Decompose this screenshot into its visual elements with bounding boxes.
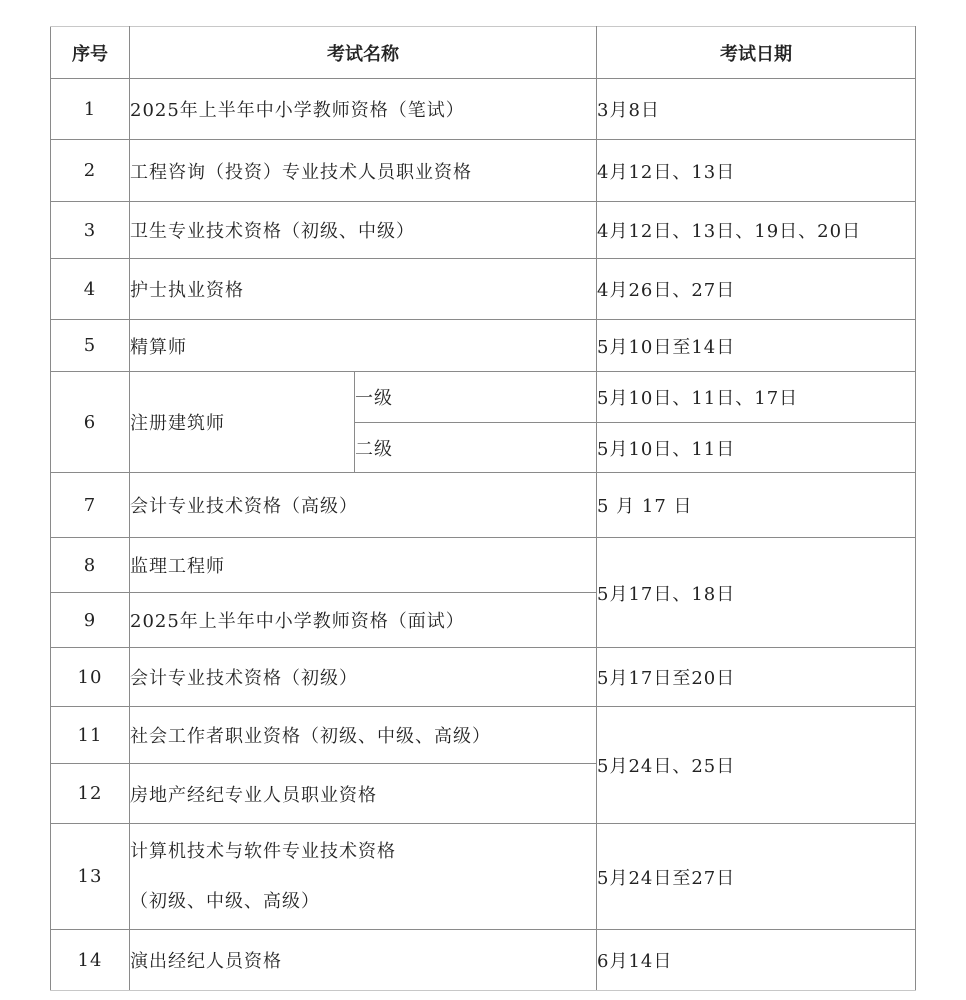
exam-name: 精算师: [130, 320, 597, 372]
exam-date-merged: 5月24日、25日: [597, 707, 916, 824]
exam-name-line1: 计算机技术与软件专业技术资格: [130, 840, 396, 862]
row-no: 10: [51, 648, 130, 707]
exam-date-merged: 5月17日、18日: [597, 538, 916, 648]
exam-name: 监理工程师: [130, 538, 597, 593]
table-header-row: [51, 27, 916, 79]
exam-name: 会计专业技术资格（初级）: [130, 648, 597, 707]
table-row: [51, 930, 916, 991]
exam-schedule-table: [50, 26, 916, 991]
exam-name: 房地产经纪专业人员职业资格: [130, 764, 597, 824]
exam-date: 4月12日、13日: [597, 140, 916, 202]
row-no: 12: [51, 764, 130, 824]
exam-date: 5 月 17 日: [597, 473, 916, 538]
header-name: 考试名称: [130, 27, 597, 79]
row-no: 11: [51, 707, 130, 764]
row-no: 8: [51, 538, 130, 593]
row-no: 4: [51, 259, 130, 320]
exam-name: 2025年上半年中小学教师资格（笔试）: [130, 79, 597, 140]
table-row: [51, 372, 916, 423]
row-no: 9: [51, 593, 130, 648]
row-no: 13: [51, 824, 130, 930]
table-row: [51, 473, 916, 538]
exam-date: 5月10日、11日: [597, 423, 916, 473]
exam-name: 护士执业资格: [130, 259, 597, 320]
row-no: 1: [51, 79, 130, 140]
row-no: 14: [51, 930, 130, 991]
table-row: [51, 140, 916, 202]
table-row: [51, 648, 916, 707]
exam-name: 工程咨询（投资）专业技术人员职业资格: [130, 140, 597, 202]
exam-name: 演出经纪人员资格: [130, 930, 597, 991]
exam-name: [130, 824, 597, 930]
table-row: [51, 202, 916, 259]
exam-date: 6月14日: [597, 930, 916, 991]
exam-name: 2025年上半年中小学教师资格（面试）: [130, 593, 597, 648]
table-row: [51, 259, 916, 320]
exam-name: 社会工作者职业资格（初级、中级、高级）: [130, 707, 597, 764]
row-no: 3: [51, 202, 130, 259]
row-no: 7: [51, 473, 130, 538]
exam-date: 3月8日: [597, 79, 916, 140]
header-no: 序号: [51, 27, 130, 79]
table-row: [51, 79, 916, 140]
exam-name: 会计专业技术资格（高级）: [130, 473, 597, 538]
exam-level: 一级: [355, 372, 597, 423]
table-row: [51, 320, 916, 372]
exam-date: 5月10日至14日: [597, 320, 916, 372]
exam-level: 二级: [355, 423, 597, 473]
table-row: [51, 707, 916, 764]
row-no: 6: [51, 372, 130, 473]
exam-name-line2: （初级、中级、高级）: [130, 890, 320, 912]
table-row: [51, 824, 916, 930]
header-date: 考试日期: [597, 27, 916, 79]
exam-name: 注册建筑师: [130, 372, 355, 473]
row-no: 5: [51, 320, 130, 372]
exam-date: 4月26日、27日: [597, 259, 916, 320]
exam-date: 5月17日至20日: [597, 648, 916, 707]
row-no: 2: [51, 140, 130, 202]
exam-date: 4月12日、13日、19日、20日: [597, 202, 916, 259]
table-row: [51, 538, 916, 593]
exam-date: 5月10日、11日、17日: [597, 372, 916, 423]
exam-name: 卫生专业技术资格（初级、中级）: [130, 202, 597, 259]
exam-date: 5月24日至27日: [597, 824, 916, 930]
